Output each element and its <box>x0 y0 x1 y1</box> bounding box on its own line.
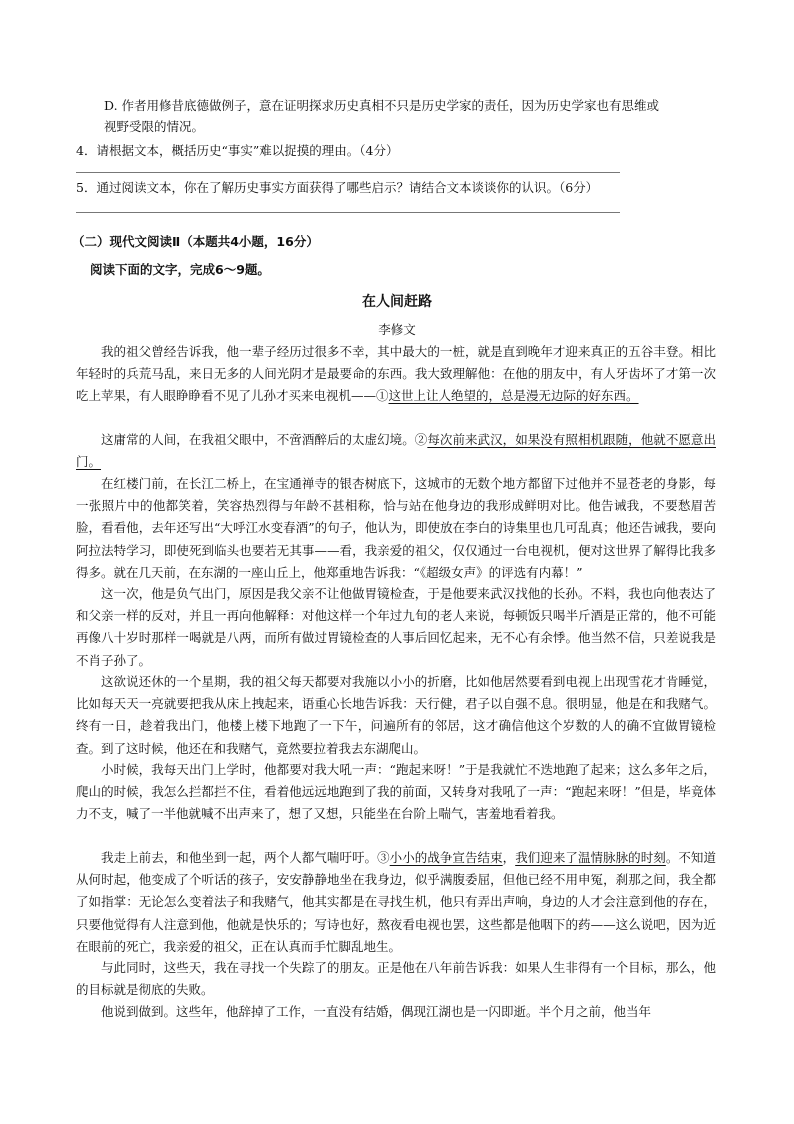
paragraph-9: 他说到做到。这些年，他辞掉了工作，一直没有结婚，偶现江湖也是一闪即逝。半个月之前，他当年 <box>101 1004 652 1019</box>
paragraph-4: 这一次，他是负气出门，原因是我父亲不让他做胃镜检查，于是他要来武汉找他的长孙。不料，我也向他表达了和父亲一样的反对，并且一再向他解释：对他这样一个年过九旬的老人来说，每顿饭只喝半斤酒是正常的，他不可能再像八十岁时那样一喝就是八两，而所有做过胃镜检查的人事后回忆起来，无不心有余悸。他当然不信，只差说我是不肖子孙了。 <box>76 586 716 668</box>
paragraph-8: 与此同时，这些天，我在寻找一个失踪了的朋友。正是他在八年前告诉我：如果人生非得有一个目标，那么，他的目标就是彻底的失败。 <box>76 960 716 998</box>
underlined-sentence-2: 每次前来武汉，如果没有照相机跟随，他就不愿意出门。 <box>76 432 716 470</box>
underlined-sentence-3b: 我们迎来了温情脉脉的时刻 <box>515 850 666 865</box>
option-d-line1: D. 作者用修昔底德做例子，意在证明探求历史真相不只是历史学家的责任，因为历史学家也有思维或 <box>104 98 660 113</box>
paragraph-7: 我走上前去，和他坐到一起，两个人都气喘吁吁。③小小的战争宣告结束，我们迎来了温情脉脉的时刻。不知道从何时起，他变成了个听话的孩子，安安静静地坐在我身边，似乎满腹委屈，但他已经不用申冤，刹那之间，我全都了如指掌：无论怎么变着法子和我赌气，他其实都是在寻找生机，他只有弄出声响，身边的人才会注意到他的存在，只要他觉得有人注意到他，他就是快乐的；写诗也好，熬夜看电视也罢，这些都是他咽下的药——这么说吧，因为近在眼前的死亡，我亲爱的祖父，正在认真而手忙脚乱地生。 <box>76 850 716 954</box>
paragraph-3: 在红楼门前，在长江二桥上，在宝通禅寺的银杏树底下，这城市的无数个地方都留下过他并不显苍老的身影，每一张照片中的他都笑着，笑容热烈得与年龄不甚相称，恰与站在他身边的我形成鲜明对比。他告诫我，不要愁眉苦脸，看看他，去年还写出“大呼江水变春酒”的句子，他认为，即使放在李白的诗集里也几可乱真；他还告诫我，要向阿拉法特学习，即使死到临头也要若无其事——看，我亲爱的祖父，仅仅通过一台电视机，便对这世界了解得比我多得多。就在几天前，在东湖的一座山丘上，他郑重地告诉我：“《超级女声》的评选有内幕！” <box>76 476 716 580</box>
question-4: 4．请根据文本，概括历史“事实”难以捉摸的理由。（4分） <box>76 143 399 158</box>
question-5: 5．通过阅读文本，你在了解历史事实方面获得了哪些启示？请结合文本谈谈你的认识。（6分） <box>76 180 599 195</box>
underlined-sentence-3a: 小小的战争宣告结束 <box>389 850 503 865</box>
option-d-line2: 视野受限的情况。 <box>104 119 205 134</box>
paragraph-2: 这庸常的人间，在我祖父眼中，不啻酒醉后的太虚幻境。②每次前来武汉，如果没有照相机跟随，他就不愿意出门。 <box>76 432 716 470</box>
reading-instruction: 阅读下面的文字，完成6～9题。 <box>90 262 270 277</box>
answer-line-4[interactable] <box>76 172 620 173</box>
underlined-sentence-1: 这世上让人绝望的，总是漫无边际的好东西。 <box>388 388 639 404</box>
paragraph-1: 我的祖父曾经告诉我，他一辈子经历过很多不幸，其中最大的一桩，就是直到晚年才迎来真正的五谷丰登。相比年轻时的兵荒马乱，来日无多的人间光阴才是最要命的东西。我大致理解他：在他的朋友中，有人牙齿坏了才第一次吃上苹果，有人眼睁睁看不见了儿孙才买来电视机——①这世上让人绝望的，总是漫无边际的好东西。 <box>76 344 716 404</box>
paragraph-5: 这欲说还休的一个星期，我的祖父每天都要对我施以小小的折磨，比如他居然要看到电视上出现雪花才肯睡觉，比如每天天一亮就要把我从床上拽起来，语重心长地告诉我：天行健，君子以自强不息。很明显，他是在和我赌气。终有一日，趁着我出门，他楼上楼下地跑了一下午，问遍所有的邻居，这才确信他这个岁数的人的确不宜做胃镜检查。到了这时候，他还在和我赌气，竟然要拉着我去东湖爬山。 <box>76 674 716 756</box>
paragraph-6: 小时候，我每天出门上学时，他都要对我大吼一声：“跑起来呀！”于是我就忙不迭地跑了起来；这么多年之后，爬山的时候，我怎么拦都拦不住，看着他远远地跑到了我的前面，又转身对我吼了一声：“跑起来呀！”但是，毕竟体力不支，喊了一半他就喊不出声来了，想了又想，只能坐在台阶上喘气，害羞地看着我。 <box>76 762 716 822</box>
section-heading: （二）现代文阅读Ⅱ（本题共4小题，16分） <box>72 234 319 249</box>
article-title: 在人间赶路 <box>362 294 432 310</box>
article-author: 李修文 <box>378 322 416 337</box>
answer-line-5[interactable] <box>76 212 620 213</box>
